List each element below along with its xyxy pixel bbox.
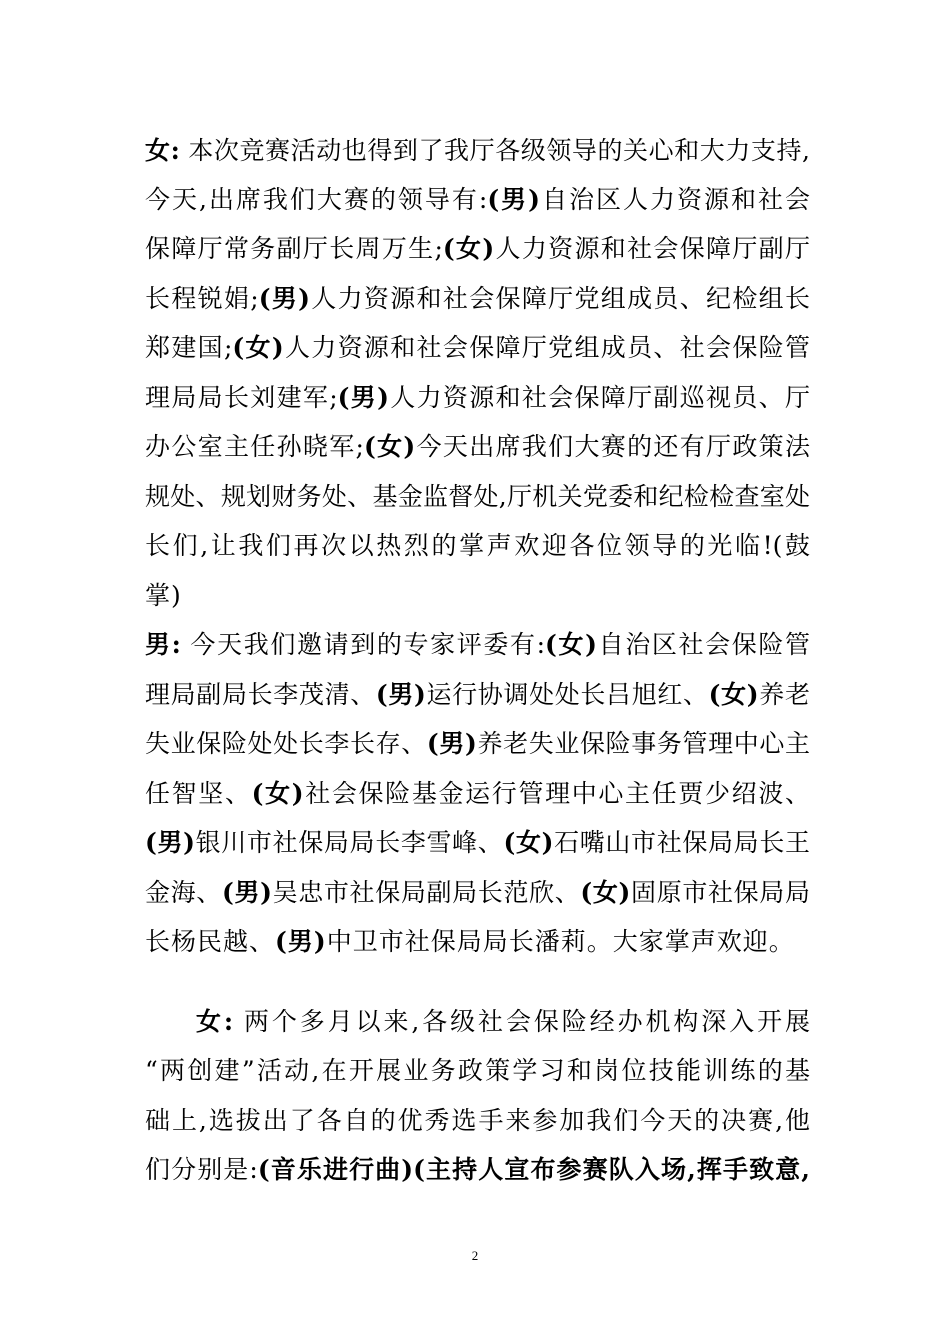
paragraph-1-line-9: 长们,让我们再次以热烈的掌声欢迎各位领导的光临!(鼓: [145, 531, 810, 560]
role-marker: (女): [580, 878, 631, 907]
paragraph-2-line-5: (男)银川市社保局局长李雪峰、(女)石嘴山市社保局局长王: [145, 828, 810, 857]
paragraph-2-line-3: 失业保险处处长李长存、(男)养老失业保险事务管理中心主: [145, 729, 810, 758]
role-marker: (男): [337, 383, 389, 412]
role-marker: (男): [375, 680, 426, 709]
paragraph-1-line-5: 郑建国;(女)人力资源和社会保障厅党组成员、社会保险管: [145, 333, 810, 362]
speaker-label: 女:: [196, 1007, 234, 1036]
role-marker: (男): [145, 828, 195, 857]
paragraph-1-line-6: 理局局长刘建军;(男)人力资源和社会保障厅副巡视员、厅: [145, 383, 810, 412]
paragraph-1-line-10: 掌): [145, 581, 182, 610]
paragraph-1-line-8: 规处、规划财务处、基金监督处,厅机关党委和纪检检查室处: [145, 482, 810, 511]
paragraph-2-line-7: 长杨民越、(男)中卫市社保局局长潘莉。大家掌声欢迎。: [145, 927, 795, 956]
role-marker: (女): [442, 234, 495, 263]
paragraph-1-line-4: 长程锐娟;(男)人力资源和社会保障厅党组成员、纪检组长: [145, 284, 810, 313]
role-marker: (男): [487, 185, 540, 214]
paragraph-1-line-7: 办公室主任孙晓军;(女)今天出席我们大赛的还有厅政策法: [145, 432, 810, 461]
paragraph-3-line-1: 女: 两个多月以来,各级社会保险经办机构深入开展: [196, 1007, 810, 1036]
role-marker: (男): [258, 284, 310, 313]
paragraph-1-line-1: 女: 本次竞赛活动也得到了我厅各级领导的关心和大力支持,: [145, 136, 810, 165]
paragraph-3-line-2: “两创建”活动,在开展业务政策学习和岗位技能训练的基: [145, 1056, 810, 1085]
paragraph-2-line-4: 任智坚、(女)社会保险基金运行管理中心主任贾少绍波、: [145, 779, 810, 808]
role-marker: (女): [363, 432, 416, 461]
role-marker: (女): [232, 333, 284, 362]
role-marker: (女): [545, 630, 597, 659]
paragraph-1-line-2: 今天,出席我们大赛的领导有:(男)自治区人力资源和社会: [145, 185, 810, 214]
paragraph-3-line-4: 们分别是:(音乐进行曲)(主持人宣布参赛队入场,挥手致意,: [145, 1155, 810, 1184]
role-marker: (女): [708, 680, 759, 709]
role-marker: (女): [503, 828, 554, 857]
speaker-label: 男:: [145, 630, 181, 659]
paragraph-1-line-3: 保障厅常务副厅长周万生;(女)人力资源和社会保障厅副厅: [145, 234, 810, 263]
role-marker: (男): [426, 729, 477, 758]
role-marker: (男): [275, 927, 327, 956]
page-number: 2: [471, 1248, 479, 1263]
paragraph-2-line-6: 金海、(男)吴忠市社保局副局长范欣、(女)固原市社保局局: [145, 878, 810, 907]
paragraph-2-line-1: 男: 今天我们邀请到的专家评委有:(女)自治区社会保险管: [145, 630, 810, 659]
stage-direction: (音乐进行曲)(主持人宣布参赛队入场,挥手致意,: [257, 1155, 810, 1184]
paragraph-2-line-2: 理局副局长李茂清、(男)运行协调处处长吕旭红、(女)养老: [145, 680, 810, 709]
speaker-label: 女:: [145, 136, 180, 165]
paragraph-3-line-3: 础上,选拔出了各自的优秀选手来参加我们今天的决赛,他: [145, 1106, 810, 1135]
role-marker: (男): [221, 878, 272, 907]
role-marker: (女): [251, 779, 304, 808]
